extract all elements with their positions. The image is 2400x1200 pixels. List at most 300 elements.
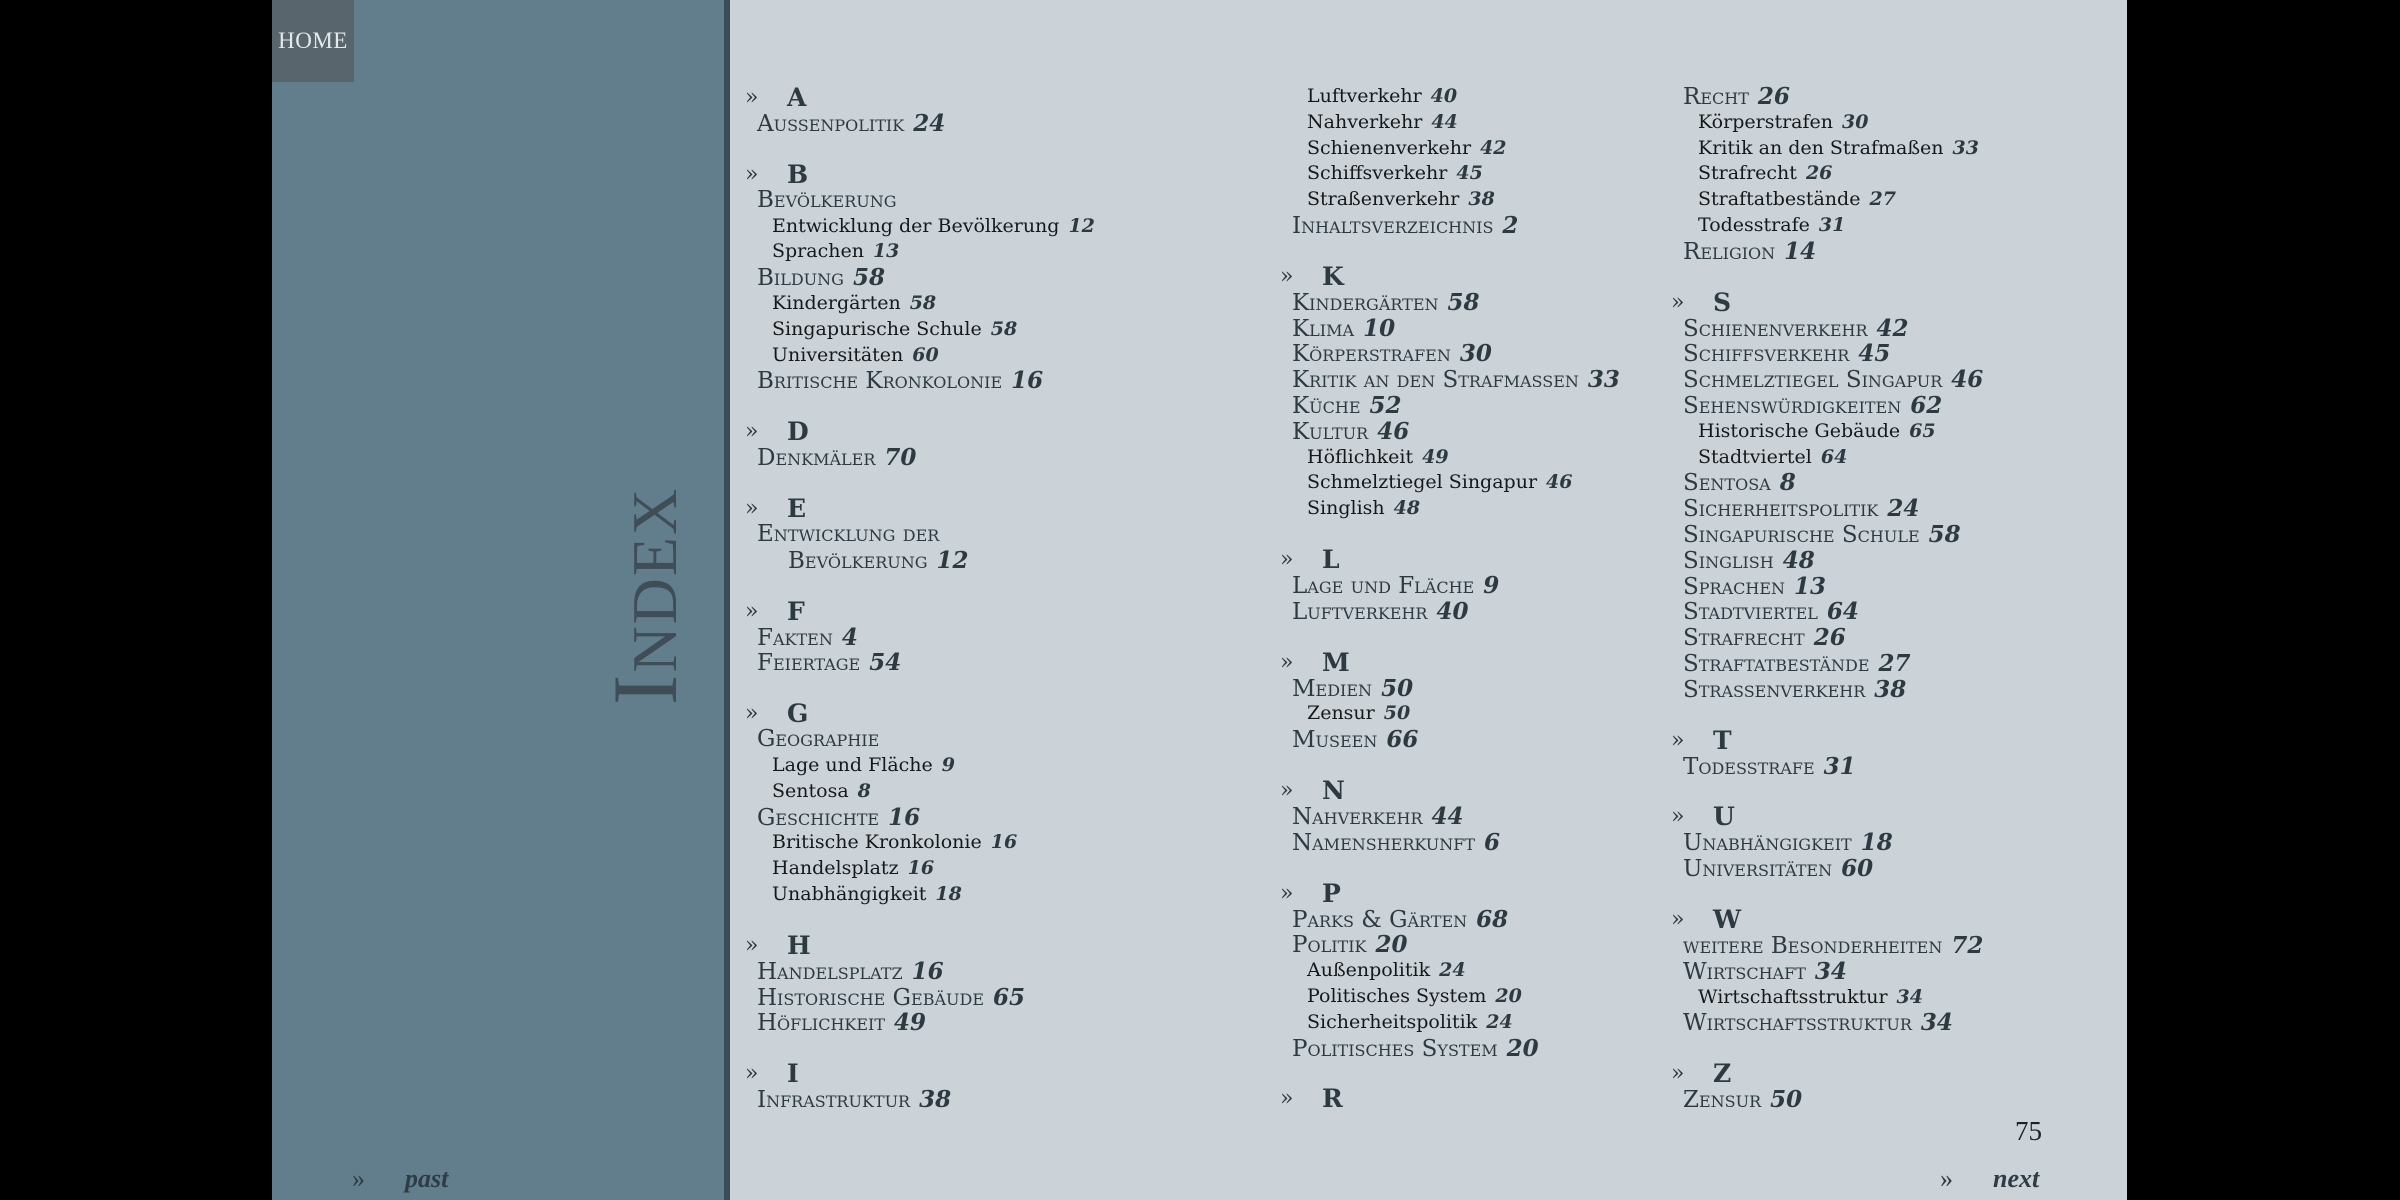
heading-letter: G <box>787 699 809 729</box>
index-entry[interactable] <box>1280 599 1620 625</box>
entry-page-number: 34 <box>1814 957 1847 985</box>
entry-page-number: 54 <box>869 649 902 677</box>
entry-page-number: 46 <box>1951 366 1984 394</box>
entry-text: Singapurische Schule <box>1683 521 1920 548</box>
heading-marker: » <box>745 701 759 727</box>
letter-heading <box>745 1060 1095 1087</box>
entry-page-number: 18 <box>1860 829 1893 857</box>
entry-text: Wirtschaftsstruktur <box>1698 985 1888 1008</box>
entry-page-number: 42 <box>1480 136 1507 159</box>
entry-page-number: 68 <box>1476 905 1509 933</box>
entry-page-number: 40 <box>1430 85 1458 107</box>
index-entry[interactable] <box>1671 574 1983 600</box>
index-subentry[interactable] <box>745 291 1095 317</box>
index-entry[interactable] <box>1671 625 1983 651</box>
entry-page-number: 24 <box>1486 1010 1513 1033</box>
letter-heading <box>745 495 1095 522</box>
heading-letter: N <box>1322 775 1345 805</box>
index-entry[interactable] <box>1280 573 1620 599</box>
entry-text: Feiertage <box>757 650 861 677</box>
index-entry[interactable] <box>745 445 1095 471</box>
entry-text: Schiffsverkehr <box>1307 162 1448 185</box>
entry-text: Handelsplatz <box>757 958 903 985</box>
entry-text: Singlish <box>1307 497 1385 520</box>
letter-heading <box>1280 777 1620 804</box>
letter-heading <box>1671 906 1983 933</box>
index-entry[interactable] <box>1671 651 1983 677</box>
letter-heading <box>1280 263 1620 290</box>
entry-page-number: 46 <box>1377 417 1410 445</box>
heading-letter: A <box>787 83 807 112</box>
entry-text: Lage und Fläche <box>772 753 933 776</box>
entry-page-number: 2 <box>1502 211 1519 239</box>
entry-text: Politik <box>1292 932 1367 959</box>
section-gap <box>745 1036 1095 1060</box>
section-gap <box>1671 703 1983 727</box>
heading-marker: » <box>1671 906 1685 932</box>
heading-letter: E <box>787 493 807 523</box>
index-entry[interactable] <box>1671 341 1983 367</box>
entry-text: Singapurische Schule <box>772 317 982 340</box>
entry-text: Namensherkunft <box>1292 829 1476 856</box>
index-subentry[interactable] <box>1280 84 1620 110</box>
entry-text: Lage und Fläche <box>1292 572 1475 599</box>
entry-text: Kindergärten <box>1292 289 1439 316</box>
index-subentry[interactable] <box>1671 419 1983 445</box>
heading-letter: S <box>1713 287 1732 317</box>
entry-text: Bevölkerung <box>788 547 928 574</box>
section-gap <box>1280 522 1620 546</box>
entry-page-number: 13 <box>1794 572 1827 600</box>
index-entry[interactable] <box>745 625 1095 651</box>
entry-text: Sicherheitspolitik <box>1307 1010 1478 1033</box>
index-entry[interactable] <box>1280 1036 1620 1062</box>
index-entry[interactable] <box>745 265 1095 291</box>
index-entry[interactable] <box>1671 856 1983 882</box>
page-number: 75 <box>2015 1116 2042 1146</box>
entry-page-number: 8 <box>1779 469 1796 497</box>
entry-page-number: 34 <box>1920 1009 1953 1037</box>
letter-heading <box>1280 880 1620 907</box>
heading-marker: » <box>1280 777 1294 803</box>
index-subentry[interactable] <box>1280 161 1620 187</box>
index-subentry[interactable] <box>1280 958 1620 984</box>
letter-heading <box>745 418 1095 445</box>
section-gap <box>745 394 1095 418</box>
entry-text: Bildung <box>757 265 844 292</box>
heading-marker: » <box>745 1061 759 1087</box>
index-entry[interactable] <box>1671 1087 1983 1113</box>
entry-page-number: 58 <box>852 264 885 292</box>
entry-text: Sprachen <box>772 240 864 263</box>
entry-page-number: 12 <box>1068 214 1095 237</box>
index-entry[interactable] <box>745 1010 1095 1036</box>
letter-heading <box>745 932 1095 959</box>
section-gap <box>1280 1061 1620 1085</box>
index-entry[interactable] <box>1671 754 1983 780</box>
entry-page-number: 66 <box>1386 726 1419 754</box>
next-label: next <box>1993 1164 2040 1193</box>
entry-page-number: 20 <box>1375 931 1408 959</box>
index-entry[interactable] <box>1671 830 1983 856</box>
index-subentry[interactable] <box>1280 136 1620 162</box>
entry-text: Aussenpolitik <box>757 111 905 137</box>
entry-text: Kritik an den Strafmassen <box>1292 367 1579 394</box>
entry-text: Strafrecht <box>1698 162 1797 185</box>
entry-page-number: 49 <box>1422 445 1449 468</box>
index-subentry[interactable] <box>1671 136 1983 162</box>
entry-text: Kritik an den Strafmaßen <box>1698 136 1944 159</box>
heading-letter: H <box>787 930 811 960</box>
entry-text: Todesstrafe <box>1683 753 1815 780</box>
entry-page-number: 46 <box>1546 471 1573 494</box>
index-entry[interactable] <box>1671 1010 1983 1036</box>
index-entry[interactable] <box>1671 522 1983 548</box>
entry-text: Stadtviertel <box>1683 599 1818 626</box>
entry-text: Parks & Gärten <box>1292 906 1468 933</box>
index-entry[interactable] <box>745 548 1095 574</box>
letter-heading <box>745 700 1095 727</box>
past-button[interactable] <box>352 1164 448 1194</box>
entry-text: Sentosa <box>1683 470 1771 497</box>
entry-text: Inhaltsverzeichnis <box>1292 212 1494 239</box>
index-entry[interactable] <box>1280 290 1620 316</box>
entry-page-number: 58 <box>1447 288 1480 316</box>
index-entry[interactable] <box>745 522 1095 548</box>
entry-text: Museen <box>1292 727 1378 754</box>
heading-marker: » <box>745 85 759 110</box>
heading-marker: » <box>745 419 759 445</box>
section-gap <box>1671 265 1983 289</box>
index-subentry[interactable] <box>745 239 1095 265</box>
entry-text: Zensur <box>1307 702 1375 725</box>
index-subentry[interactable] <box>1671 213 1983 239</box>
entry-text: Klima <box>1292 315 1355 342</box>
index-entry[interactable] <box>1671 933 1983 959</box>
section-gap <box>745 574 1095 598</box>
entry-page-number: 44 <box>1431 110 1458 133</box>
entry-text: Nahverkehr <box>1307 110 1423 133</box>
letter-heading <box>1280 546 1620 573</box>
entry-page-number: 70 <box>884 444 917 472</box>
index-entry[interactable] <box>1671 367 1983 393</box>
entry-page-number: 26 <box>1813 624 1846 652</box>
index-entry[interactable] <box>1280 316 1620 342</box>
heading-letter: U <box>1713 802 1735 832</box>
index-entry[interactable] <box>1280 727 1620 753</box>
letter-heading <box>745 84 1095 111</box>
index-entry[interactable] <box>1280 367 1620 393</box>
heading-marker: » <box>1280 649 1294 675</box>
heading-letter: R <box>1322 1084 1343 1114</box>
entry-page-number: 26 <box>1805 162 1833 185</box>
entry-page-number: 12 <box>936 546 969 574</box>
entry-page-number: 50 <box>1383 702 1411 725</box>
index-entry[interactable] <box>745 959 1095 985</box>
index-entry[interactable] <box>1280 830 1620 856</box>
entry-page-number: 20 <box>1495 984 1522 1007</box>
entry-text: Küche <box>1292 392 1361 419</box>
entry-text: Wirtschaftsstruktur <box>1683 1010 1912 1037</box>
entry-page-number: 33 <box>1587 366 1620 394</box>
index-entry[interactable] <box>1280 676 1620 702</box>
index-subentry[interactable] <box>1280 110 1620 136</box>
entry-page-number: 72 <box>1951 931 1984 959</box>
letter-heading <box>1280 1085 1620 1112</box>
index-title-text: Index <box>594 486 696 706</box>
entry-page-number: 14 <box>1784 237 1817 265</box>
entry-page-number: 26 <box>1757 83 1790 110</box>
index-entry[interactable] <box>1671 677 1983 703</box>
entry-text: Schmelztiegel Singapur <box>1683 367 1943 394</box>
entry-text: Todesstrafe <box>1698 213 1810 236</box>
index-entry[interactable] <box>745 805 1095 831</box>
entry-page-number: 48 <box>1782 546 1815 574</box>
entry-text: Politisches System <box>1307 984 1487 1007</box>
entry-page-number: 45 <box>1456 162 1483 185</box>
index-subentry[interactable] <box>1280 984 1620 1010</box>
entry-page-number: 38 <box>919 1086 952 1114</box>
entry-text: Schiffsverkehr <box>1683 341 1850 368</box>
index-entry[interactable] <box>1280 932 1620 958</box>
heading-letter: D <box>787 417 809 447</box>
index-entry[interactable] <box>745 111 1095 137</box>
entry-page-number: 27 <box>1878 649 1911 677</box>
entry-page-number: 62 <box>1910 391 1943 419</box>
section-gap <box>1280 625 1620 649</box>
index-entry[interactable] <box>1671 496 1983 522</box>
entry-text: Geschichte <box>757 804 880 831</box>
letter-heading <box>1671 803 1983 830</box>
entry-page-number: 16 <box>1011 367 1044 395</box>
heading-letter: P <box>1322 878 1341 908</box>
index-subentry[interactable] <box>745 779 1095 805</box>
index-entry[interactable] <box>745 188 1095 214</box>
entry-text: Luftverkehr <box>1307 85 1422 107</box>
entry-text: Nahverkehr <box>1292 803 1423 830</box>
entry-page-number: 42 <box>1876 314 1909 342</box>
entry-text: Religion <box>1683 238 1776 265</box>
heading-marker: » <box>745 598 759 624</box>
index-entry[interactable] <box>745 368 1095 394</box>
next-marker: » <box>1940 1164 1953 1193</box>
heading-marker: » <box>1280 1086 1294 1112</box>
entry-text: Handelsplatz <box>772 857 899 880</box>
entry-text: Strafrecht <box>1683 625 1805 652</box>
entry-page-number: 9 <box>941 753 956 776</box>
index-entry[interactable] <box>1671 470 1983 496</box>
index-subentry[interactable] <box>745 882 1095 908</box>
index-subentry[interactable] <box>1280 701 1620 727</box>
entry-page-number: 38 <box>1874 675 1907 703</box>
heading-marker: » <box>1671 1061 1685 1087</box>
entry-text: Recht <box>1683 84 1749 110</box>
entry-page-number: 31 <box>1818 213 1846 236</box>
entry-text: Singlish <box>1683 547 1774 574</box>
entry-text: Straftatbestände <box>1698 188 1861 211</box>
entry-text: Universitäten <box>772 343 904 366</box>
index-entry[interactable] <box>745 727 1095 753</box>
index-entry[interactable] <box>745 1087 1095 1113</box>
heading-marker: » <box>1671 727 1685 753</box>
entry-text: Höflichkeit <box>1307 445 1414 468</box>
heading-letter: B <box>787 159 809 189</box>
entry-page-number: 58 <box>1928 520 1961 548</box>
index-subentry[interactable] <box>1280 445 1620 471</box>
entry-page-number: 50 <box>1770 1086 1803 1114</box>
entry-page-number: 64 <box>1820 445 1848 468</box>
entry-page-number: 31 <box>1823 752 1856 780</box>
index-entry[interactable] <box>1671 548 1983 574</box>
entry-text: weitere Besonderheiten <box>1683 932 1943 959</box>
entry-text: Schienenverkehr <box>1683 315 1868 342</box>
entry-text: Höflichkeit <box>757 1010 886 1037</box>
section-gap <box>1671 1036 1983 1060</box>
index-entry[interactable] <box>1671 393 1983 419</box>
section-gap <box>1280 753 1620 777</box>
entry-page-number: 64 <box>1826 598 1859 626</box>
entry-text: Außenpolitik <box>1307 959 1431 982</box>
entry-text: Medien <box>1292 675 1373 702</box>
entry-page-number: 48 <box>1393 497 1421 520</box>
entry-page-number: 58 <box>909 291 937 314</box>
entry-text: Schmelztiegel Singapur <box>1307 471 1538 494</box>
index-subentry[interactable] <box>745 830 1095 856</box>
index-entry[interactable] <box>1280 419 1620 445</box>
section-gap <box>745 471 1095 495</box>
index-subentry[interactable] <box>745 214 1095 240</box>
section-gap <box>745 676 1095 700</box>
index-subentry[interactable] <box>1280 187 1620 213</box>
index-entry[interactable] <box>1280 393 1620 419</box>
entry-page-number: 45 <box>1858 340 1891 368</box>
heading-marker: » <box>1671 804 1685 830</box>
section-gap <box>1671 882 1983 906</box>
entry-page-number: 8 <box>857 779 871 802</box>
past-marker: » <box>352 1164 365 1193</box>
entry-page-number: 30 <box>1459 340 1492 368</box>
entry-text: Historische Gebäude <box>757 984 984 1011</box>
entry-text: Denkmäler <box>757 445 876 472</box>
letter-heading <box>1671 727 1983 754</box>
entry-text: Zensur <box>1683 1087 1762 1114</box>
index-subentry[interactable] <box>745 343 1095 369</box>
entry-page-number: 27 <box>1869 188 1896 211</box>
entry-text: Britische Kronkolonie <box>757 368 1003 395</box>
index-subentry[interactable] <box>1671 985 1983 1011</box>
index-column-3 <box>1671 84 1983 1113</box>
index-entry[interactable] <box>1671 959 1983 985</box>
entry-page-number: 49 <box>894 1009 927 1037</box>
entry-text: Straftatbestände <box>1683 650 1870 677</box>
section-gap <box>745 137 1095 161</box>
entry-page-number: 65 <box>1909 419 1936 442</box>
section-gap <box>1280 239 1620 263</box>
entry-page-number: 58 <box>990 317 1018 340</box>
index-subentry[interactable] <box>1280 1010 1620 1036</box>
entry-page-number: 38 <box>1468 188 1495 211</box>
index-entry[interactable] <box>1671 316 1983 342</box>
entry-page-number: 44 <box>1431 802 1464 830</box>
index-subentry[interactable] <box>745 753 1095 779</box>
heading-letter: I <box>787 1059 799 1089</box>
letter-heading <box>1671 1060 1983 1087</box>
entry-text: Sprachen <box>1683 573 1785 600</box>
heading-letter: M <box>1322 647 1350 677</box>
index-subentry[interactable] <box>745 317 1095 343</box>
index-column-2 <box>1280 84 1620 1112</box>
entry-page-number: 24 <box>1887 495 1920 523</box>
heading-letter: K <box>1322 261 1344 291</box>
section-gap <box>1280 856 1620 880</box>
index-entry[interactable] <box>1671 239 1983 265</box>
index-entry[interactable] <box>1280 213 1620 239</box>
entry-page-number: 30 <box>1842 110 1869 133</box>
entry-text: Infrastruktur <box>757 1087 911 1114</box>
entry-page-number: 34 <box>1896 985 1923 1008</box>
index-entry[interactable] <box>1671 84 1983 110</box>
entry-text: Straßenverkehr <box>1307 188 1460 211</box>
index-subentry[interactable] <box>745 856 1095 882</box>
entry-text: Kindergärten <box>772 291 901 314</box>
entry-page-number: 60 <box>1841 855 1874 883</box>
next-button[interactable] <box>1940 1164 2039 1194</box>
entry-text: Kultur <box>1292 418 1369 445</box>
index-column-1 <box>745 84 1095 1113</box>
index-entry[interactable] <box>1671 599 1983 625</box>
letter-heading <box>745 598 1095 625</box>
heading-letter: T <box>1713 725 1732 755</box>
entry-text: Stadtviertel <box>1698 445 1812 468</box>
entry-page-number: 16 <box>990 831 1018 854</box>
index-subentry[interactable] <box>1671 110 1983 136</box>
letter-heading <box>745 161 1095 188</box>
entry-page-number: 60 <box>912 343 939 366</box>
entry-text: Britische Kronkolonie <box>772 831 982 854</box>
entry-text: Politisches System <box>1292 1035 1498 1062</box>
entry-text: Entwicklung der Bevölkerung <box>772 214 1060 237</box>
entry-page-number: 20 <box>1506 1034 1539 1062</box>
heading-marker: » <box>1280 880 1294 906</box>
entry-page-number: 24 <box>913 110 946 137</box>
home-button[interactable]: HOME <box>272 0 354 82</box>
entry-page-number: 52 <box>1369 391 1402 419</box>
entry-page-number: 18 <box>935 882 962 905</box>
index-subentry[interactable] <box>1280 470 1620 496</box>
index-entry[interactable] <box>745 985 1095 1011</box>
entry-page-number: 10 <box>1363 314 1396 342</box>
heading-marker: » <box>1280 263 1294 289</box>
index-entry[interactable] <box>1280 341 1620 367</box>
index-subentry[interactable] <box>1671 187 1983 213</box>
index-subentry[interactable] <box>1671 445 1983 471</box>
index-subentry[interactable] <box>1280 496 1620 522</box>
index-entry[interactable] <box>1280 804 1620 830</box>
entry-page-number: 24 <box>1439 959 1466 982</box>
entry-text: Unabhängigkeit <box>1683 830 1852 857</box>
heading-letter: Z <box>1713 1059 1732 1089</box>
index-subentry[interactable] <box>1671 161 1983 187</box>
entry-page-number: 6 <box>1484 828 1501 856</box>
index-entry[interactable] <box>745 650 1095 676</box>
entry-text: Schienenverkehr <box>1307 136 1472 159</box>
heading-letter: W <box>1713 904 1742 934</box>
heading-marker: » <box>745 495 759 521</box>
entry-text: Entwicklung der <box>757 520 940 547</box>
entry-text: Körperstrafen <box>1292 341 1451 368</box>
entry-text: Körperstrafen <box>1698 110 1834 133</box>
index-entry[interactable] <box>1280 907 1620 933</box>
